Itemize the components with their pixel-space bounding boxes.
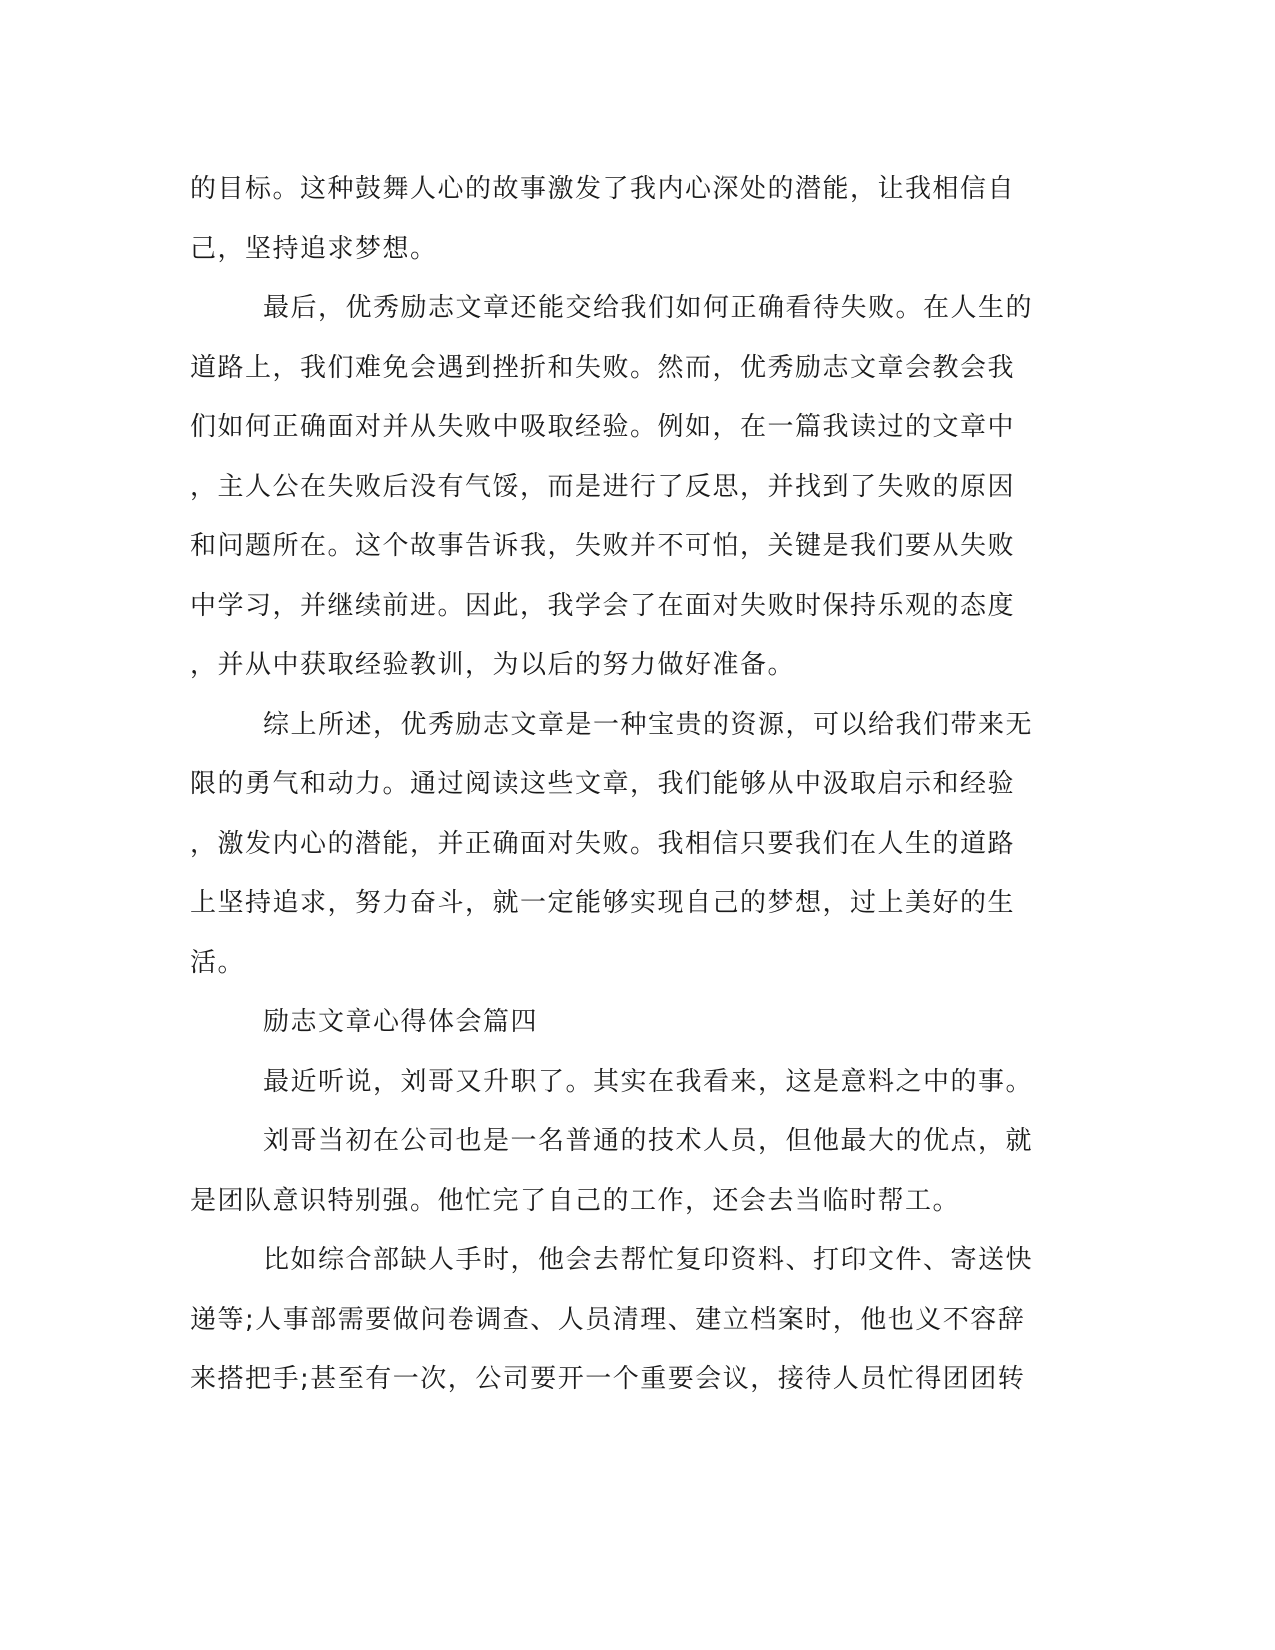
text-line: 最后，优秀励志文章还能交给我们如何正确看待失败。在人生的 — [263, 293, 1034, 323]
text-line: 最近听说，刘哥又升职了。其实在我看来，这是意料之中的事。 — [263, 1066, 1034, 1097]
text-line: 们如何正确面对并从失败中吸取经验。例如，在一篇我读过的文章中 — [190, 412, 1016, 442]
text-line: 来搭把手;甚至有一次，公司要开一个重要会议，接待人员忙得团团转 — [190, 1364, 1026, 1394]
text-line: 上坚持追求，努力奋斗，就一定能够实现自己的梦想，过上美好的生 — [190, 888, 1016, 918]
text-line: 中学习，并继续前进。因此，我学会了在面对失败时保持乐观的态度 — [190, 590, 1016, 621]
text-line: 递等;人事部需要做问卷调查、人员清理、建立档案时，他也义不容辞 — [190, 1304, 1026, 1335]
text-line: ，主人公在失败后没有气馁，而是进行了反思，并找到了失败的原因 — [190, 471, 1016, 502]
text-line: 活。 — [190, 947, 246, 978]
text-line: 己，坚持追求梦想。 — [190, 233, 438, 264]
text-line: ，并从中获取经验教训，为以后的努力做好准备。 — [190, 650, 796, 680]
text-line: 比如综合部缺人手时，他会去帮忙复印资料、打印文件、寄送快 — [263, 1245, 1034, 1275]
text-line: 是团队意识特别强。他忙完了自己的工作，还会去当临时帮工。 — [190, 1185, 961, 1216]
document-body — [190, 160, 1070, 1410]
text-line: 刘哥当初在公司也是一名普通的技术人员，但他最大的优点，就 — [263, 1126, 1034, 1156]
text-line: 限的勇气和动力。通过阅读这些文章，我们能够从中汲取启示和经验 — [190, 769, 1016, 799]
text-line: 道路上，我们难免会遇到挫折和失败。然而，优秀励志文章会教会我 — [190, 352, 1016, 383]
text-line: 综上所述，优秀励志文章是一种宝贵的资源，可以给我们带来无 — [263, 709, 1034, 740]
text-line: 和问题所在。这个故事告诉我，失败并不可怕，关键是我们要从失败 — [190, 531, 1016, 561]
section-heading: 励志文章心得体会篇四 — [263, 1007, 539, 1037]
text-line: ，激发内心的潜能，并正确面对失败。我相信只要我们在人生的道路 — [190, 828, 1016, 859]
text-line: 的目标。这种鼓舞人心的故事激发了我内心深处的潜能，让我相信自 — [190, 174, 1016, 204]
